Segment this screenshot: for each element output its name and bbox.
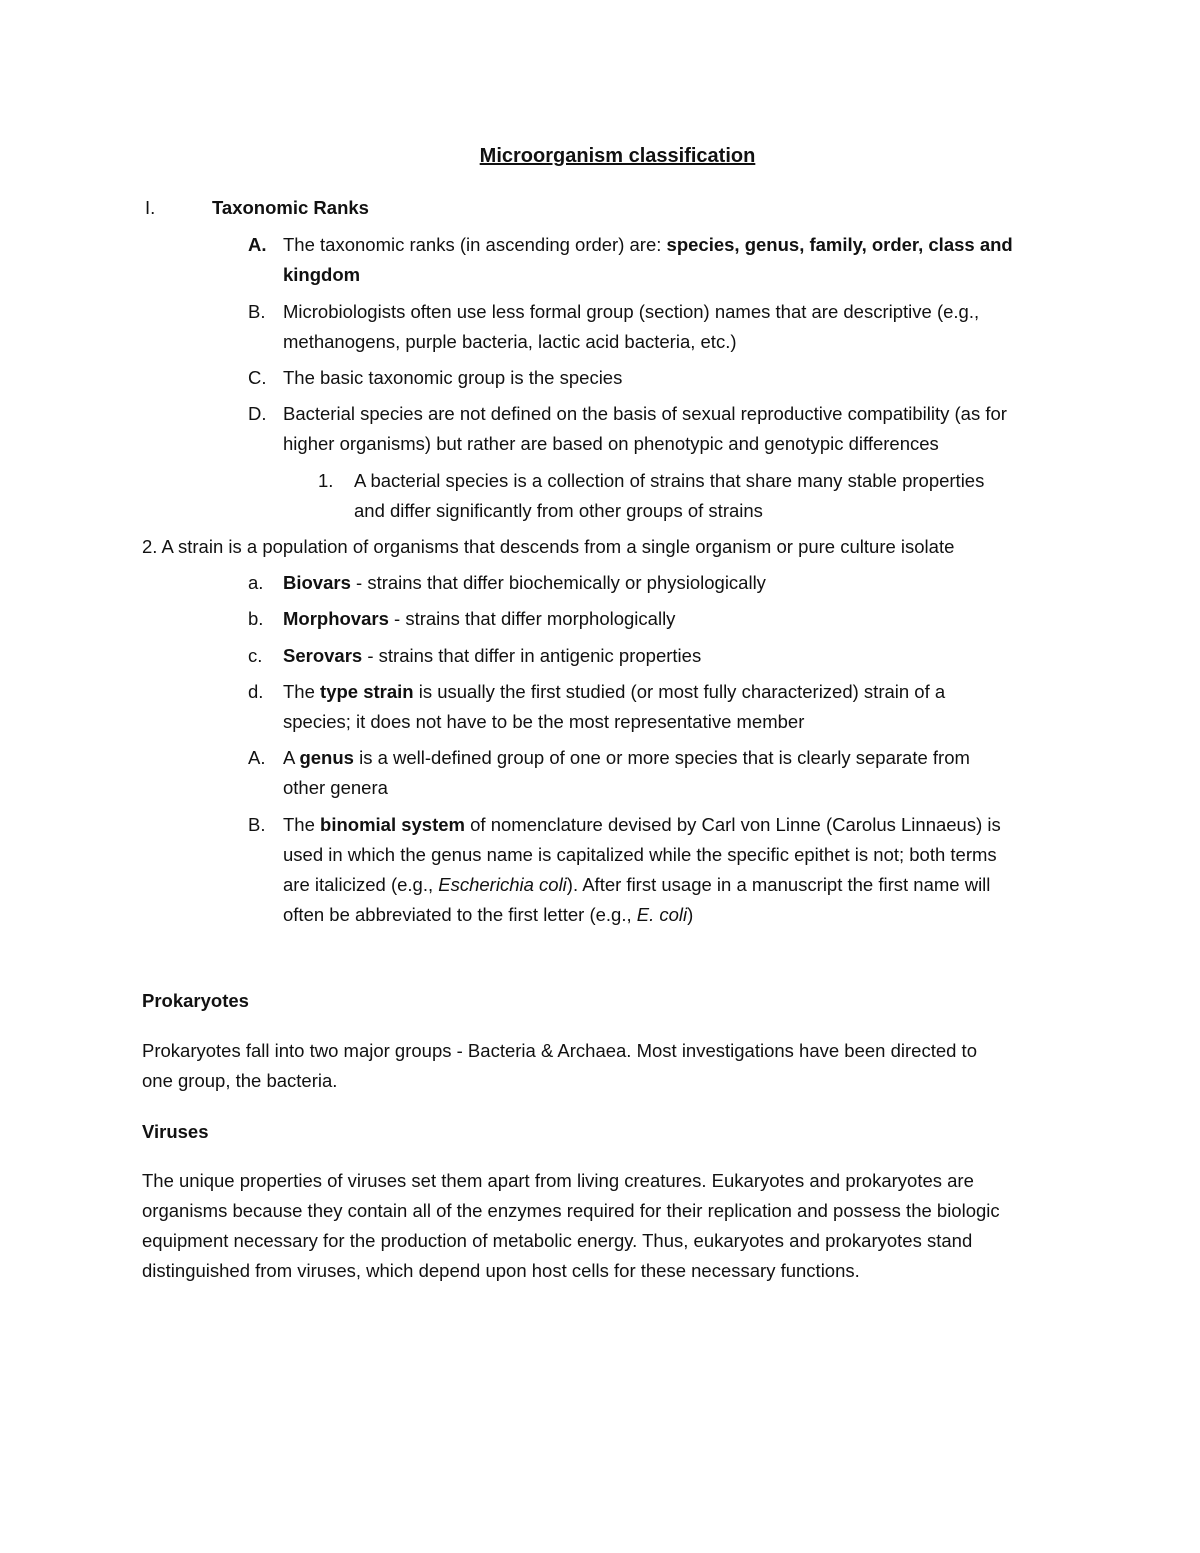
- genus-line-1: A genus is a well-defined group of one or more species that is clearly separate from: [283, 747, 970, 768]
- item-b-line-1: Microbiologists often use less formal group (section) names that are descriptive (e.g.,: [283, 301, 980, 322]
- item-d1-line-2: and differ significantly from other groups of strains: [354, 500, 763, 521]
- sub-d-label: d.: [248, 681, 264, 702]
- binomial-line-3: are italicized (e.g., Escherichia coli). After first usage in a manuscript the first name will: [283, 874, 991, 895]
- sub-b-label: b.: [248, 608, 264, 629]
- binomial-line-4: often be abbreviated to the first letter (e.g., E. coli): [283, 904, 694, 925]
- binomial-label: B.: [248, 814, 266, 835]
- page-title: Microorganism classification: [479, 145, 756, 167]
- item-b-line-2: methanogens, purple bacteria, lactic acid bacteria, etc.): [283, 331, 737, 352]
- section-1-heading: Taxonomic Ranks: [212, 197, 369, 218]
- binomial-line-2: used in which the genus name is capitalized while the specific epithet is not; both terms: [283, 844, 997, 865]
- prokaryotes-heading: Prokaryotes: [142, 990, 249, 1011]
- sub-c-text: Serovars - strains that differ in antigenic properties: [283, 645, 702, 666]
- sub-a-text: Biovars - strains that differ biochemically or physiologically: [283, 572, 766, 593]
- item-2-strain: 2. A strain is a population of organisms that descends from a single organism or pure culture isolate: [142, 536, 955, 557]
- item-d1-line-1: A bacterial species is a collection of strains that share many stable properties: [354, 470, 985, 491]
- section-1-number: I.: [145, 197, 156, 218]
- item-a-label: A.: [248, 234, 267, 255]
- item-c-line-1: The basic taxonomic group is the species: [283, 367, 623, 388]
- sub-b-text: Morphovars - strains that differ morphologically: [283, 608, 676, 629]
- viruses-line-1: The unique properties of viruses set them apart from living creatures. Eukaryotes and prokaryotes are: [142, 1170, 974, 1191]
- sub-d-line-2: species; it does not have to be the most representative member: [283, 711, 805, 732]
- prokaryotes-line-2: one group, the bacteria.: [142, 1070, 338, 1091]
- item-b-label: B.: [248, 301, 266, 322]
- genus-line-2: other genera: [283, 777, 388, 798]
- item-d-label: D.: [248, 403, 267, 424]
- item-c-label: C.: [248, 367, 267, 388]
- viruses-line-2: organisms because they contain all of the enzymes required for their replication and possess the biologic: [142, 1200, 1000, 1221]
- viruses-heading: Viruses: [142, 1121, 209, 1142]
- item-d-line-1: Bacterial species are not defined on the basis of sexual reproductive compatibility (as for: [283, 403, 1007, 424]
- genus-label: A.: [248, 747, 266, 768]
- sub-a-label: a.: [248, 572, 264, 593]
- item-a-line-2: kingdom: [283, 264, 361, 285]
- item-a-line-1: The taxonomic ranks (in ascending order) are: species, genus, family, order, class and: [283, 234, 1013, 255]
- prokaryotes-line-1: Prokaryotes fall into two major groups - Bacteria & Archaea. Most investigations have been directed to: [142, 1040, 977, 1061]
- item-d-line-2: higher organisms) but rather are based on phenotypic and genotypic differences: [283, 433, 939, 454]
- viruses-line-3: equipment necessary for the production of metabolic energy. Thus, eukaryotes and prokaryotes stand: [142, 1230, 973, 1251]
- binomial-line-1: The binomial system of nomenclature devised by Carl von Linne (Carolus Linnaeus) is: [283, 814, 1001, 835]
- item-d1-label: 1.: [318, 470, 334, 491]
- sub-d-line-1: The type strain is usually the first studied (or most fully characterized) strain of a: [283, 681, 946, 702]
- sub-c-label: c.: [248, 645, 263, 666]
- viruses-line-4: distinguished from viruses, which depend upon host cells for these necessary functions.: [142, 1260, 860, 1281]
